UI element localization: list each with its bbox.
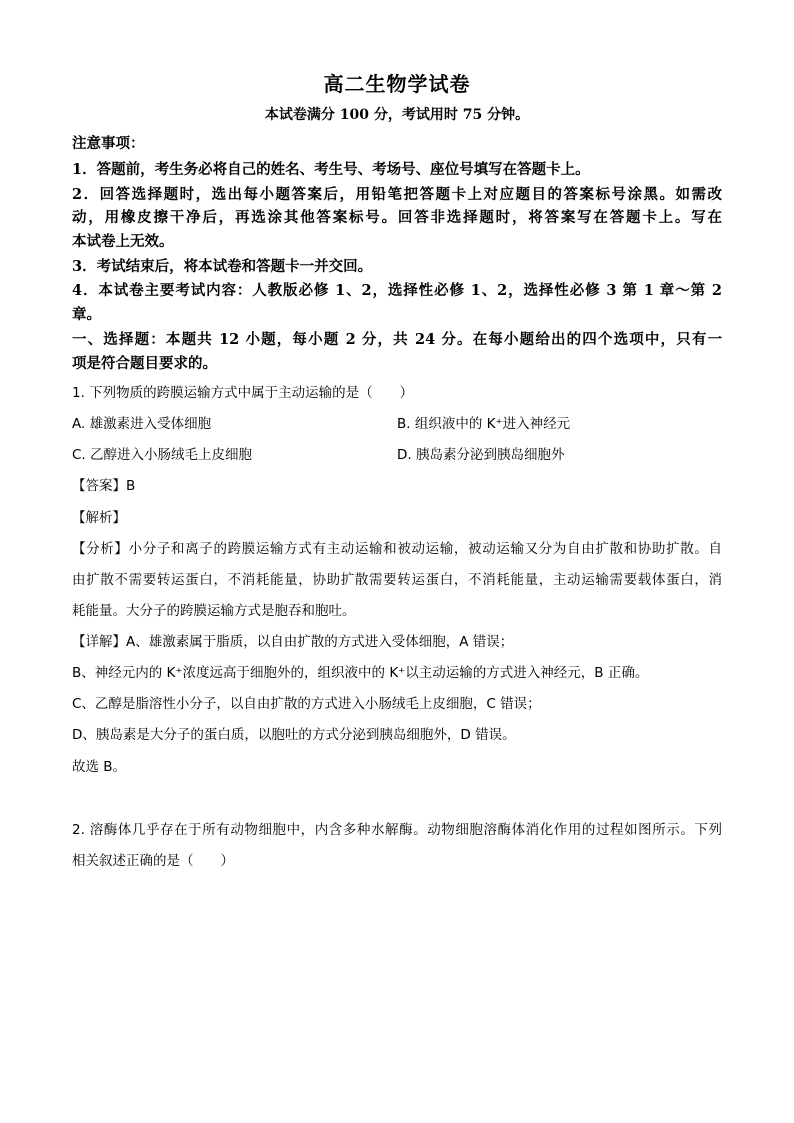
- notes-heading: 注意事项：: [72, 135, 145, 152]
- note-item: 2．回答选择题时，选出每小题答案后，用铅笔把答题卡上对应题目的答案标号涂黑。如需改: [72, 186, 722, 203]
- q1-analysis-line: 【分析】小分子和离子的跨膜运输方式有主动运输和被动运输，被动运输又分为自由扩散和协助扩散。自: [72, 541, 722, 557]
- q1-detail-line: C、乙醇是脂溶性小分子，以自由扩散的方式进入小肠绒毛上皮细胞，C 错误；: [72, 696, 541, 712]
- q1-conclusion: 故选 B。: [72, 759, 127, 775]
- note-item: 4．本试卷主要考试内容：人教版必修 1、2，选择性必修 1、2，选择性必修 3 第 1 章～第 2: [72, 282, 722, 299]
- q1-analysis-label: 【解析】: [72, 510, 126, 526]
- q1-analysis-line: 由扩散不需要转运蛋白，不消耗能量，协助扩散需要转运蛋白，不消耗能量，主动运输需要载体蛋白，消: [72, 572, 722, 588]
- q1-option-b: B. 组织液中的 K⁺进入神经元: [397, 416, 571, 432]
- page-title: 高二生物学试卷: [323, 72, 471, 96]
- note-item: 本试卷上无效。: [72, 233, 174, 250]
- q1-option-d: D. 胰岛素分泌到胰岛细胞外: [397, 447, 565, 463]
- q1-detail-line: B、神经元内的 K⁺浓度远高于细胞外的，组织液中的 K⁺以主动运输的方式进入神经元，B 正确。: [72, 665, 649, 681]
- note-item: 3．考试结束后，将本试卷和答题卡一并交回。: [72, 258, 373, 275]
- section-heading: 一、选择题：本题共 12 小题，每小题 2 分，共 24 分。在每小题给出的四个选项中，只有一: [72, 331, 722, 348]
- section-heading-cont: 项是符合题目要求的。: [72, 355, 217, 372]
- q1-detail-line: D、胰岛素是大分子的蛋白质，以胞吐的方式分泌到胰岛细胞外，D 错误。: [72, 727, 516, 743]
- q1-detail-line: 【详解】A、雄激素属于脂质，以自由扩散的方式进入受体细胞，A 错误；: [72, 634, 514, 650]
- question-2-stem: 2. 溶酶体几乎存在于所有动物细胞中，内含多种水解酶。动物细胞溶酶体消化作用的过程如图所示。下列: [72, 822, 722, 838]
- q1-analysis-line: 耗能量。大分子的跨膜运输方式是胞吞和胞吐。: [72, 603, 356, 619]
- question-1-stem: 1. 下列物质的跨膜运输方式中属于主动运输的是（ ）: [72, 385, 414, 401]
- note-item: 章。: [72, 306, 101, 323]
- q1-option-c: C. 乙醇进入小肠绒毛上皮细胞: [72, 447, 253, 463]
- q1-answer: 【答案】B: [72, 478, 136, 494]
- note-item: 1．答题前，考生务必将自己的姓名、考生号、考场号、座位号填写在答题卡上。: [72, 161, 590, 178]
- q1-option-a: A. 雄激素进入受体细胞: [72, 416, 212, 432]
- question-2-stem-cont: 相关叙述正确的是（ ）: [72, 853, 234, 869]
- exam-info: 本试卷满分 100 分，考试用时 75 分钟。: [264, 107, 530, 123]
- note-item: 动，用橡皮擦干净后，再选涂其他答案标号。回答非选择题时，将答案写在答题卡上。写在: [72, 209, 722, 226]
